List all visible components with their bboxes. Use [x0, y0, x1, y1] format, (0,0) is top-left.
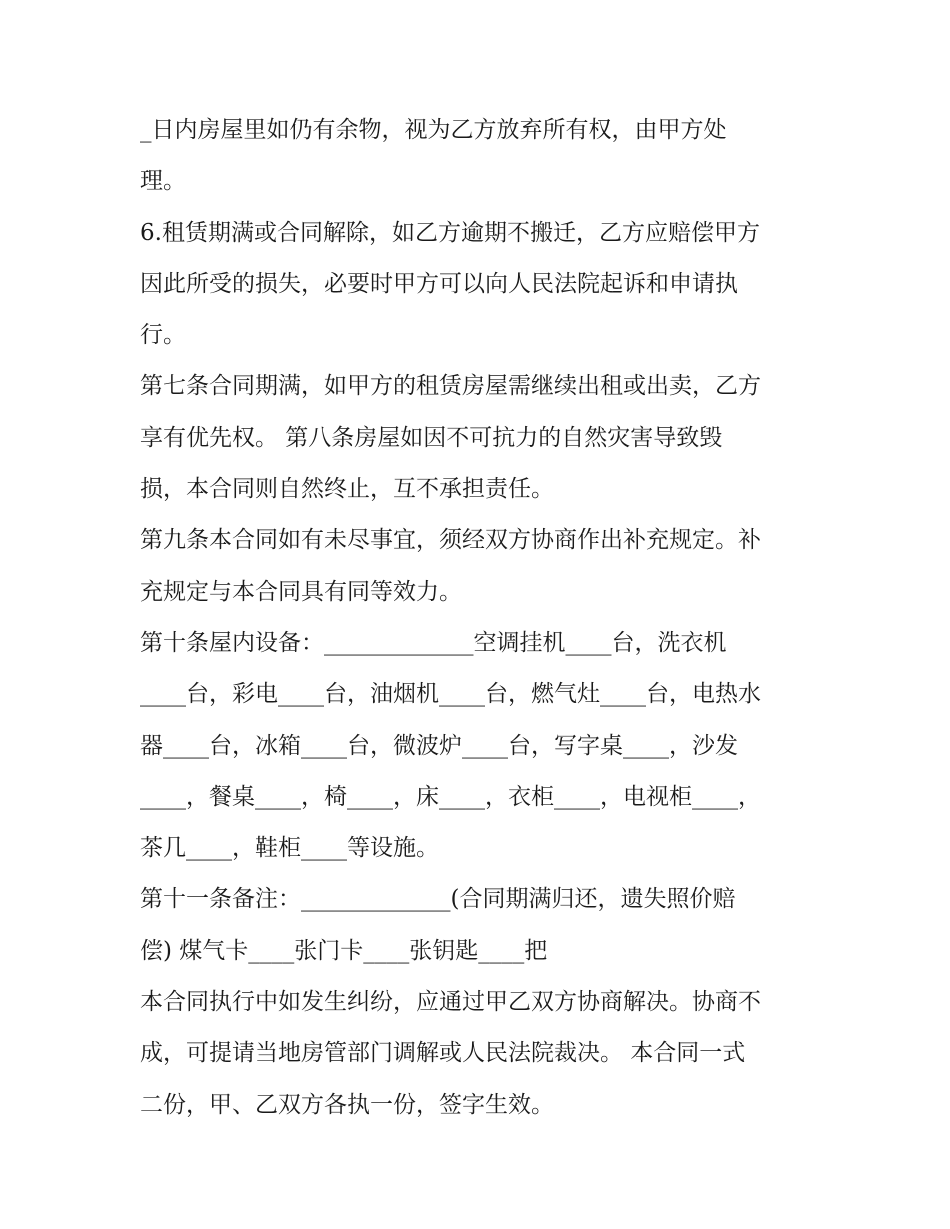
text-line: 二份，甲、乙双方各执一份，签字生效。	[140, 1091, 554, 1118]
text-line: 茶几____，鞋柜____等设施。	[140, 835, 439, 862]
text-line: 损，本合同则自然终止，互不承担责任。	[140, 476, 554, 503]
text-line: 第十条屋内设备：_____________空调挂机____台，洗衣机	[140, 629, 727, 656]
text-line: 偿) 煤气卡____张门卡____张钥匙____把	[140, 937, 548, 964]
text-line: 6.租赁期满或合同解除，如乙方逾期不搬迁，乙方应赔偿甲方	[140, 219, 760, 246]
text-line: 充规定与本合同具有同等效力。	[140, 578, 462, 605]
text-line: 本合同执行中如发生纠纷，应通过甲乙双方协商解决。协商不	[140, 989, 761, 1016]
contract-text-body	[140, 105, 820, 1131]
text-line: 理。	[140, 168, 186, 195]
text-line: 成，可提请当地房管部门调解或人民法院裁决。 本合同一式	[140, 1040, 746, 1067]
text-line: 因此所受的损失，必要时甲方可以向人民法院起诉和申请执	[140, 270, 738, 297]
text-line: 行。	[140, 322, 186, 349]
text-line: 器____台，冰箱____台，微波炉____台，写字桌____，沙发	[140, 732, 738, 759]
text-line: _日内房屋里如仍有余物，视为乙方放弃所有权，由甲方处	[140, 117, 727, 143]
text-line: 第七条合同期满，如甲方的租赁房屋需继续出租或出卖，乙方	[140, 373, 761, 400]
text-line: ____台，彩电____台，油烟机____台，燃气灶____台，电热水	[140, 681, 761, 708]
text-line: 享有优先权。 第八条房屋如因不可抗力的自然灾害导致毁	[140, 424, 723, 451]
text-line: ____，餐桌____，椅____，床____，衣柜____，电视柜____，	[140, 783, 761, 810]
text-line: 第九条本合同如有未尽事宜，须经双方协商作出补充规定。补	[140, 527, 761, 554]
text-line: 第十一条备注：_____________(合同期满归还，遗失照价赔	[140, 886, 736, 913]
